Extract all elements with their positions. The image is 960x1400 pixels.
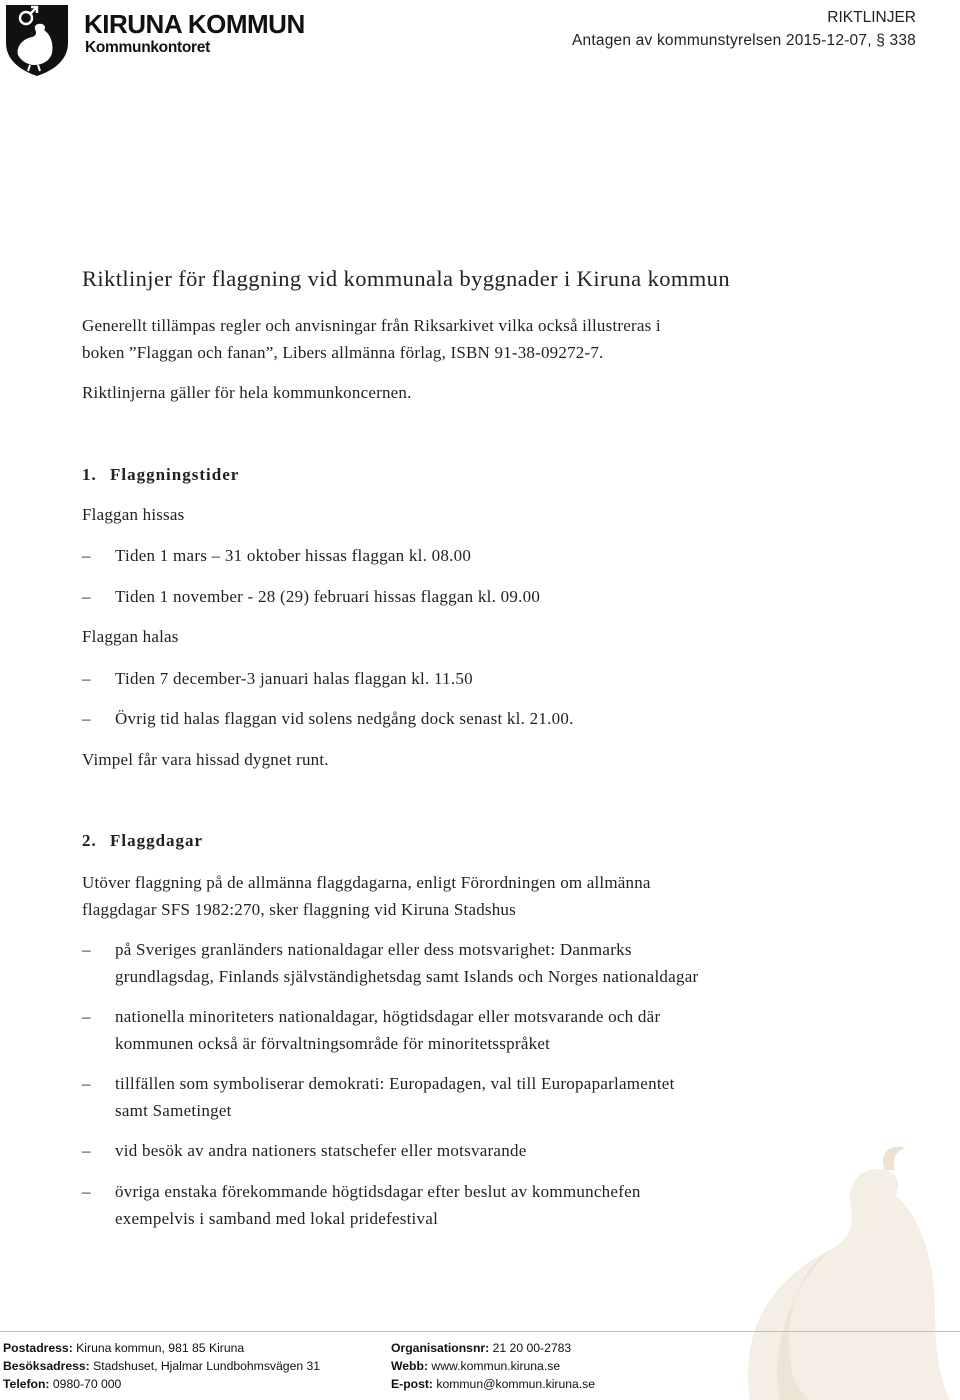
footer-contact-left — [3, 1339, 320, 1393]
visiting-address: Besöksadress: Stadshuset, Hjalmar Lundbohmsvägen 31 — [3, 1359, 321, 1373]
phone: Telefon: 0980-70 000 — [3, 1377, 122, 1391]
adoption-note: Antagen av kommunstyrelsen 2015-12-07, § 338 — [572, 32, 916, 49]
logo — [4, 3, 304, 81]
email-link[interactable]: E-post: kommun@kommun.kiruna.se — [391, 1377, 596, 1391]
section-title: Flaggningstider — [110, 465, 240, 484]
document-header — [572, 8, 916, 52]
page-title: Riktlinjer för flaggning vid kommunala byggnader i Kiruna kommun — [82, 266, 730, 291]
intro-line: boken ”Flaggan och fanan”, Libers allmänna förlag, ISBN 91-38-09272-7. — [82, 343, 604, 362]
subheading: Flaggan halas — [82, 627, 179, 646]
section-number: 1. — [82, 465, 97, 484]
org-department: Kommunkontoret — [85, 39, 210, 56]
footer-contact-right — [391, 1339, 595, 1393]
org-number: Organisationsnr: 21 20 00-2783 — [391, 1341, 572, 1355]
page-footer — [0, 1331, 960, 1391]
section-heading — [82, 831, 203, 851]
org-name: KIRUNA KOMMUN — [84, 9, 305, 39]
scope-text: Riktlinjerna gäller för hela kommunkoncernen. — [82, 383, 412, 402]
pennant-note: Vimpel får vara hissad dygnet runt. — [82, 750, 329, 769]
section-title: Flaggdagar — [110, 831, 204, 850]
footer-divider — [0, 1331, 960, 1332]
section-intro-line: Utöver flaggning på de allmänna flaggdagarna, enligt Förordningen om allmänna — [82, 873, 651, 892]
website-link[interactable]: Webb: www.kommun.kiruna.se — [391, 1359, 561, 1373]
document-type: RIKTLINJER — [827, 9, 916, 26]
intro-line: Generellt tillämpas regler och anvisningar från Riksarkivet vilka också illustreras i — [82, 316, 661, 335]
section-number: 2. — [82, 831, 97, 850]
postal-address: Postadress: Kiruna kommun, 981 85 Kiruna — [3, 1341, 245, 1355]
subheading: Flaggan hissas — [82, 505, 185, 524]
coat-of-arms-icon — [4, 3, 70, 77]
section-heading — [82, 465, 239, 485]
section-intro-line: flaggdagar SFS 1982:270, sker flaggning vid Kiruna Stadshus — [82, 900, 516, 919]
